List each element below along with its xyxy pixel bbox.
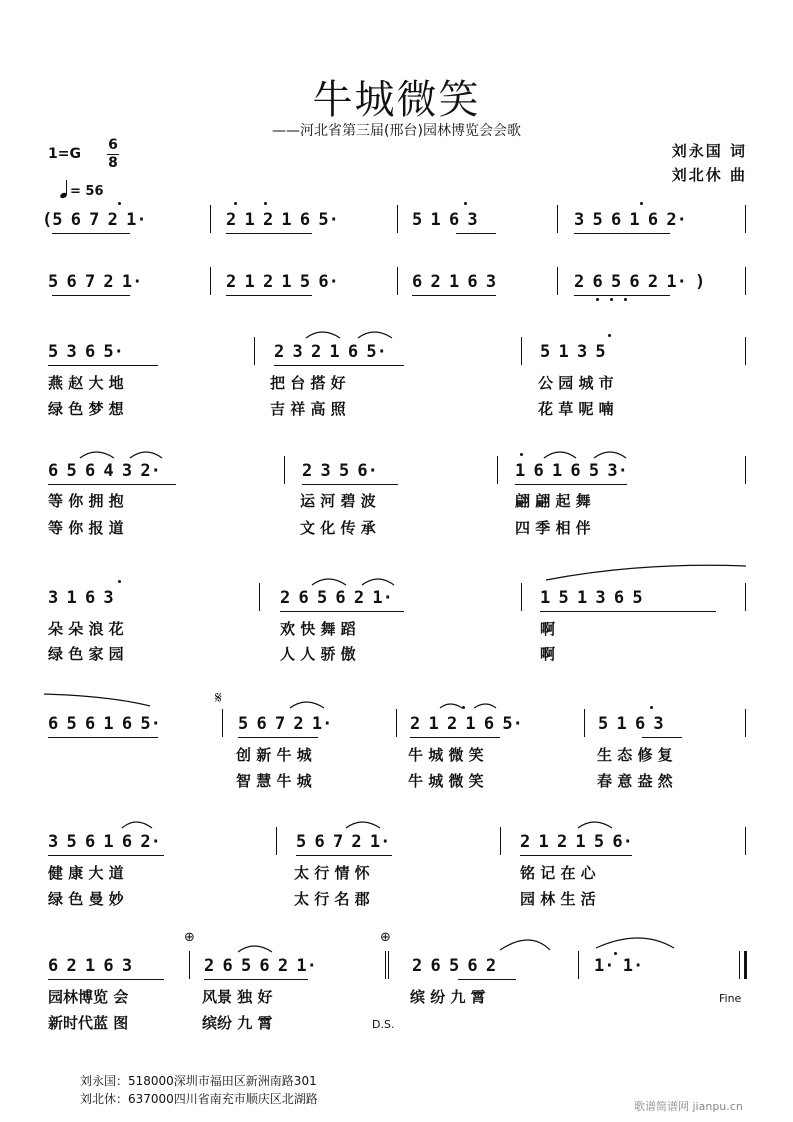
tempo-value: = 56 <box>70 184 104 199</box>
lyric-5-3a: 啊 <box>540 620 556 638</box>
composer-credit: 刘北休 曲 <box>671 166 747 184</box>
lyric-5-2b: 人 人 骄 傲 <box>280 645 356 663</box>
lyric-6-2a: 创 新 牛 城 <box>236 746 312 764</box>
watermark: 歌谱简谱网 jianpu.cn <box>634 1100 743 1113</box>
slur <box>440 704 462 708</box>
footer-line-2: 刘北休：637000四川省南充市顺庆区北湖路 <box>80 1092 318 1106</box>
measure-8-3: 2 6 5 6 2 <box>412 956 497 976</box>
lyric-8-2a: 风景 独 好 <box>202 988 273 1006</box>
slur <box>500 940 550 950</box>
measure-1-4: 3 5 6 1 6 2· <box>574 210 687 230</box>
lyric-3-3b: 花 草 呢 喃 <box>538 400 614 418</box>
measure-5-2: 2 6 5 6 2 1· <box>280 588 393 608</box>
lyric-3-2b: 吉 祥 高 照 <box>270 400 346 418</box>
fine-marking: Fine <box>719 992 742 1005</box>
slur <box>546 565 746 580</box>
slur <box>358 332 392 338</box>
lyric-6-3a: 牛 城 微 笑 <box>408 746 484 764</box>
measure-1-2: 2 1 2 1 6 5· <box>226 210 339 230</box>
slur <box>362 579 394 585</box>
measure-4-2: 2 3 5 6· <box>302 461 378 481</box>
slur <box>312 579 346 585</box>
lyricist-credit: 刘永国 词 <box>671 142 747 160</box>
slur <box>578 822 612 828</box>
lyric-7-3a: 铭 记 在 心 <box>520 864 596 882</box>
song-subtitle: ——河北省第三届(邢台)园林博览会会歌 <box>272 123 521 139</box>
measure-6-2: 5 6 7 2 1· <box>238 714 333 734</box>
lyric-7-3b: 园 林 生 活 <box>520 890 596 908</box>
lyric-6-3b: 牛 城 微 笑 <box>408 772 484 790</box>
time-signature-top: 6 <box>108 137 118 153</box>
slur <box>130 452 162 458</box>
measure-2-4: 2 6 5 6 2 1· ) <box>574 272 706 292</box>
footer-line-1: 刘永国：518000深圳市福田区新洲南路301 <box>80 1074 317 1088</box>
measure-7-2: 5 6 7 2 1· <box>296 832 391 852</box>
measure-6-4: 5 1 6 3 <box>598 714 664 734</box>
measure-7-3: 2 1 2 1 5 6· <box>520 832 633 852</box>
lyric-5-1a: 朵 朵 浪 花 <box>48 620 124 638</box>
measure-3-1: 5 3 6 5· <box>48 342 124 362</box>
lyric-4-1a: 等 你 拥 抱 <box>48 492 124 510</box>
lyric-8-3a: 缤 纷 九 霄 <box>410 988 486 1006</box>
measure-2-2: 2 1 2 1 5 6· <box>226 272 339 292</box>
slur <box>80 452 114 458</box>
lyric-7-1a: 健 康 大 道 <box>48 864 124 882</box>
lyric-6-4b: 春 意 盎 然 <box>597 772 673 790</box>
measure-8-2: 2 6 5 6 2 1· <box>204 956 317 976</box>
lyric-4-2b: 文 化 传 承 <box>300 519 376 537</box>
measure-3-3: 5 1 3 5 <box>540 342 606 362</box>
lyric-8-1b: 新时代蓝 图 <box>48 1014 129 1032</box>
lyric-3-1b: 绿 色 梦 想 <box>48 400 124 418</box>
lyric-3-2a: 把 台 搭 好 <box>270 374 346 392</box>
measure-6-1: 6 5 6 1 6 5· <box>48 714 161 734</box>
measure-2-3: 6 2 1 6 3 <box>412 272 497 292</box>
lyric-6-2b: 智 慧 牛 城 <box>236 772 312 790</box>
measure-8-1: 6 2 1 6 3 <box>48 956 133 976</box>
lyric-8-1a: 园林博览 会 <box>48 988 129 1006</box>
measure-3-2: 2 3 2 1 6 5· <box>274 342 387 362</box>
measure-1-3: 5 1 6 3 <box>412 210 478 230</box>
lyric-6-4a: 生 态 修 复 <box>597 746 673 764</box>
measure-7-1: 3 5 6 1 6 2· <box>48 832 161 852</box>
slur <box>290 702 324 708</box>
lyric-3-3a: 公 园 城 市 <box>538 374 614 392</box>
slur <box>594 452 626 458</box>
lyric-5-1b: 绿 色 家 园 <box>48 645 124 663</box>
slur <box>122 822 152 828</box>
slur <box>544 452 576 458</box>
lyric-7-1b: 绿 色 曼 妙 <box>48 890 124 908</box>
coda-icon: ⊕ <box>184 930 195 945</box>
lyric-3-1a: 燕 赵 大 地 <box>48 374 124 392</box>
measure-5-3: 1 5 1 3 6 5 <box>540 588 643 608</box>
lyric-4-2a: 运 河 碧 波 <box>300 492 376 510</box>
time-signature-bottom: 8 <box>108 155 118 171</box>
slur <box>474 704 496 708</box>
measure-2-1: 5 6 7 2 1· <box>48 272 143 292</box>
slur <box>238 946 272 952</box>
measure-4-3: 1 6 1 6 5 3· <box>515 461 628 481</box>
measure-6-3: 2 1 2 1 6 5· <box>410 714 523 734</box>
lyric-4-3b: 四 季 相 伴 <box>515 519 591 537</box>
song-title: 牛城微笑 <box>312 77 481 123</box>
key-signature: 1=G <box>48 146 81 162</box>
lyric-8-2b: 缤纷 九 霄 <box>202 1014 273 1032</box>
slur <box>306 332 340 338</box>
dal-segno-marking: D.S. <box>372 1018 395 1031</box>
measure-5-1: 3 1 6 3 <box>48 588 114 608</box>
measure-1-1: (5 6 7 2 1· <box>42 210 147 230</box>
measure-8-4: 1· 1· <box>594 956 644 976</box>
lyric-4-3a: 翩 翩 起 舞 <box>515 492 591 510</box>
lyric-5-3b: 啊 <box>540 645 556 663</box>
segno-icon: 𝄋 <box>215 688 222 707</box>
lyric-5-2a: 欢 快 舞 蹈 <box>280 620 356 638</box>
slur <box>346 822 380 828</box>
lyric-7-2b: 太 行 名 郡 <box>294 890 370 908</box>
slur <box>44 694 150 706</box>
lyric-4-1b: 等 你 报 道 <box>48 519 124 537</box>
lyric-7-2a: 太 行 情 怀 <box>294 864 370 882</box>
measure-4-1: 6 5 6 4 3 2· <box>48 461 161 481</box>
slur <box>596 938 674 948</box>
coda-icon-2: ⊕ <box>380 930 391 945</box>
